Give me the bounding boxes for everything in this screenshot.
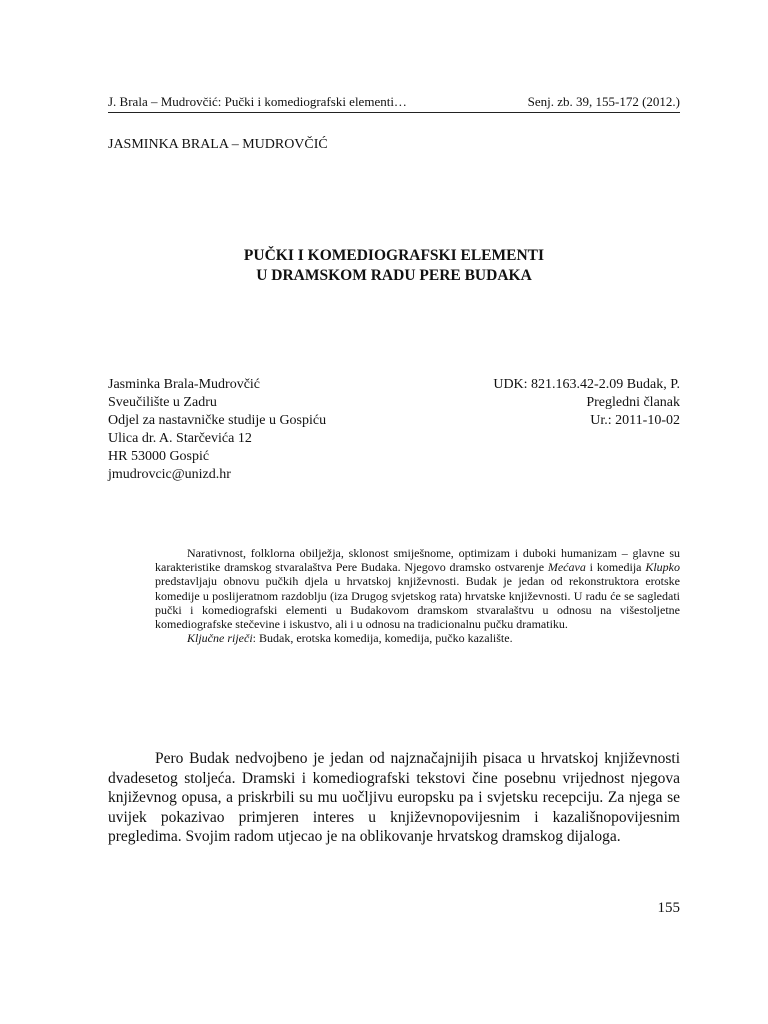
abstract	[155, 546, 680, 645]
body-paragraph-1: Pero Budak nedvojbeno je jedan od najznačajnijih pisaca u hrvatskoj književnosti dvadesetog stoljeća. Dramski i komediografski tekstovi čine posebnu vrijednost njegova književnog opusa, a priskrbili su mu uočljivu europsku pa i svjetsku recepciju. Za njega se uvijek pokazivao primjeren interes u književnopovijesnim i kazališnopovijesnim pregledima. Svojim radom utjecao je na oblikovanje hrvatskog dramskog dijaloga.	[108, 750, 680, 846]
author-name-caps: JASMINKA BRALA – MUDROVČIĆ	[108, 137, 328, 152]
abstract-text	[155, 546, 680, 631]
running-header-right: Senj. zb. 39, 155-172 (2012.)	[527, 94, 680, 109]
article-title	[108, 246, 680, 286]
classification-block	[493, 376, 680, 430]
abstract-work-title-1: Mećava	[547, 560, 586, 575]
affiliation-email: jmudrovcic@unizd.hr	[108, 467, 231, 482]
affiliation-university: Sveučilište u Zadru	[108, 395, 217, 410]
author-affiliation	[108, 376, 326, 484]
title-line-2: U DRAMSKOM RADU PERE BUDAKA	[256, 267, 532, 284]
udk-code: UDK: 821.163.42-2.09 Budak, P.	[493, 377, 680, 392]
running-header-left: J. Brala – Mudrovčić: Pučki i komediografski elementi…	[108, 94, 407, 109]
keywords	[155, 631, 680, 645]
received-date: Ur.: 2011-10-02	[590, 413, 680, 428]
affiliation-city: HR 53000 Gospić	[108, 449, 210, 464]
abstract-part-1: Narativnost, folklorna obilježja, sklonost smiješnome, optimizam i duboki humanizam – glavne su karakteristike dramskog stvaralaštva Pere Budaka. Njegovo dramsko ostvarenje	[155, 546, 680, 575]
keywords-label: Ključne riječi	[187, 631, 253, 646]
affiliation-department: Odjel za nastavničke studije u Gospiću	[108, 413, 327, 428]
affiliation-name: Jasminka Brala-Mudrovčić	[108, 377, 261, 392]
body-text	[108, 749, 680, 847]
page-number: 155	[657, 900, 680, 916]
abstract-work-title-2: Klupko	[645, 560, 680, 575]
running-header	[108, 92, 680, 113]
article-type: Pregledni članak	[586, 395, 680, 410]
abstract-part-3: predstavljaju obnovu pučkih djela u hrvatskoj književnosti. Budak je jedan od rekonstruktora erotske komedije u poslijeratnom razdoblju (iza Drugog svjetskog rata) hrvatske književnosti. U radu će se sagledati pučki i komediografski elementi u Budakovom dramskom stvaralaštvu u odnosu na višestoljetne komediografske stečevine i iskustvo, ali i u odnosu na tradicionalnu pučku dramatiku.	[155, 574, 680, 632]
abstract-part-2: i komedija	[585, 560, 646, 575]
keywords-list: : Budak, erotska komedija, komedija, pučko kazalište.	[252, 631, 513, 646]
affiliation-street: Ulica dr. A. Starčevića 12	[108, 431, 252, 446]
title-line-1: PUČKI I KOMEDIOGRAFSKI ELEMENTI	[243, 247, 545, 264]
